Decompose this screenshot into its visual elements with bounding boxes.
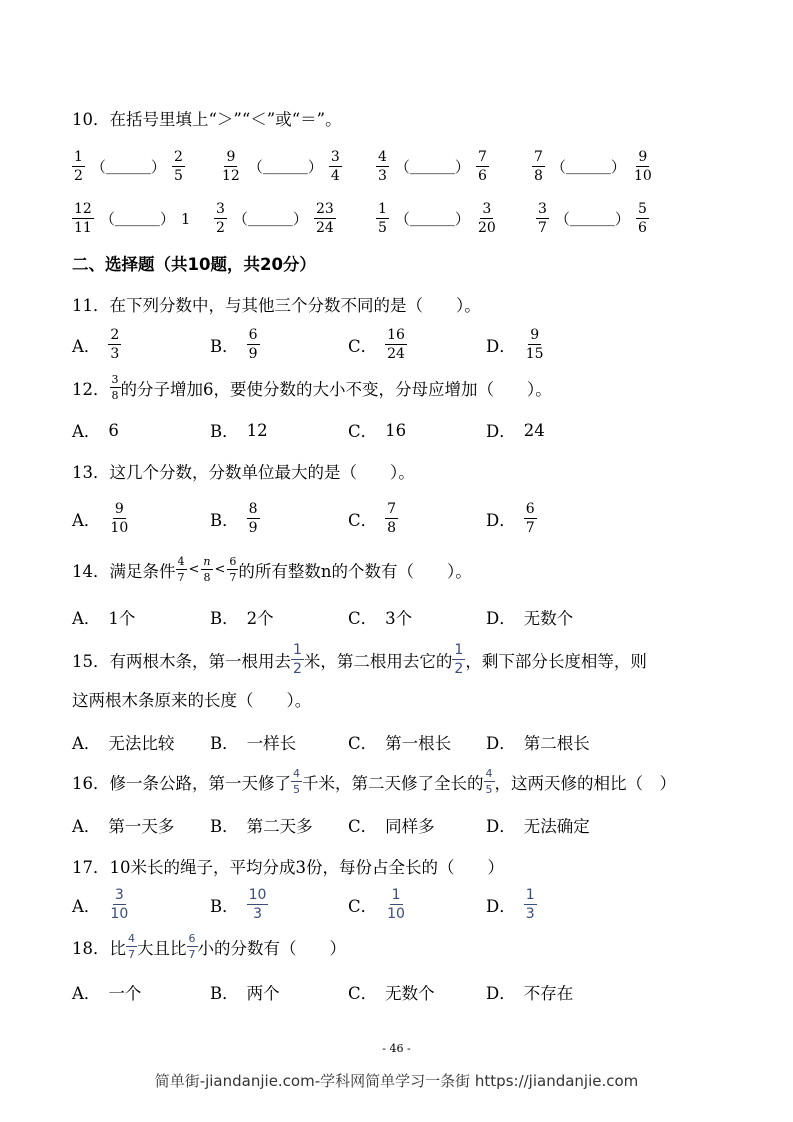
fraction: $\frac{5}{6}$ <box>637 201 647 236</box>
fraction: $\frac{1}{5}$ <box>378 201 387 236</box>
fraction: $\frac{6}{7}$ <box>525 501 535 536</box>
option-d[interactable]: D． $\frac{9}{15}$ <box>486 327 544 362</box>
fraction: $\frac{8}{9}$ <box>248 501 258 536</box>
fraction: $\frac{2}{5}$ <box>173 149 183 184</box>
option-c[interactable]: C． 第一根长 <box>348 734 452 753</box>
fraction: $\frac{3}{2}$ <box>216 201 225 236</box>
option-c[interactable]: C． 无数个 <box>348 984 435 1003</box>
option-c[interactable]: C． 3个 <box>348 609 413 628</box>
option-a[interactable]: A． 无法比较 <box>72 734 175 753</box>
option-c[interactable]: C． 16 <box>348 420 407 441</box>
fraction: $\frac{3}{10}$ <box>110 887 129 922</box>
option-b[interactable]: B． 两个 <box>210 984 280 1003</box>
question-14-stem: 14．满足条件 $\frac{4}{7}$ < $\frac{n}{8}$ < $\frac{6}{7}$ 的所有整数n的个数有（ ）。 <box>72 555 472 584</box>
option-b[interactable]: B． 第二天多 <box>210 817 313 836</box>
comparison-item <box>532 150 654 183</box>
option-b[interactable]: B． 12 <box>210 420 268 441</box>
comparison-item <box>220 150 342 183</box>
option-d[interactable]: D． $\frac{6}{7}$ <box>486 501 535 536</box>
answer-blank[interactable]: （＿＿＿） <box>394 158 470 176</box>
question-10-stem: 10．在括号里填上“＞”“＜”或“＝”。 <box>72 110 342 129</box>
option-a[interactable]: A． $\frac{9}{10}$ <box>72 501 129 536</box>
fraction: $\frac{9}{12}$ <box>222 149 240 184</box>
comparison-item <box>536 202 649 235</box>
option-b[interactable]: B． $\frac{10}{3}$ <box>210 887 267 922</box>
question-15-stem: 15．有两根木条，第一根用去 $\frac{1}{2}$ 米，第二根用去它的 $\frac{1}{2}$ ，剩下部分长度相等，则 <box>72 642 647 677</box>
fraction: $\frac{12}{11}$ <box>74 201 92 236</box>
question-15-stem-line2: 这两根木条原来的长度（ ）。 <box>72 691 312 710</box>
option-d[interactable]: D． 无数个 <box>486 609 574 628</box>
option-d[interactable]: D． 第二根长 <box>486 734 590 753</box>
question-18-stem: 18．比 $\frac{4}{7}$ 大且比 $\frac{6}{7}$ 小的分数有（ ） <box>72 932 346 961</box>
fraction: $\frac{3}{7}$ <box>538 201 547 236</box>
fraction: $\frac{4}{5}$ <box>485 767 493 796</box>
option-b[interactable]: B． $\frac{8}{9}$ <box>210 501 258 536</box>
answer-blank[interactable]: （＿＿＿） <box>90 158 166 176</box>
fraction: $\frac{4}{5}$ <box>293 767 300 796</box>
answer-blank[interactable]: （＿＿＿） <box>232 210 308 228</box>
option-b[interactable]: B． $\frac{6}{9}$ <box>210 327 258 362</box>
comparison-item <box>72 150 185 183</box>
question-13-stem: 13．这几个分数，分数单位最大的是（ ）。 <box>72 463 415 482</box>
fraction: $\frac{1}{2}$ <box>293 642 302 677</box>
comparison-item <box>376 202 498 235</box>
answer-blank[interactable]: （＿＿＿） <box>99 210 175 228</box>
option-c[interactable]: C． $\frac{1}{10}$ <box>348 887 405 922</box>
fraction: $\frac{7}{8}$ <box>534 149 543 184</box>
fraction: $\frac{9}{10}$ <box>633 149 652 184</box>
fraction: $\frac{1}{2}$ <box>74 149 83 184</box>
option-c[interactable]: C． $\frac{16}{24}$ <box>348 327 405 362</box>
fraction: $\frac{6}{7}$ <box>229 555 237 584</box>
fraction: $\frac{16}{24}$ <box>387 327 405 362</box>
fraction: $\frac{3}{4}$ <box>330 149 340 184</box>
fraction: $\frac{4}{3}$ <box>378 149 387 184</box>
option-a[interactable]: A． 6 <box>72 420 119 441</box>
option-d[interactable]: D． 无法确定 <box>486 817 590 836</box>
fraction: $\frac{4}{7}$ <box>177 555 185 584</box>
fraction: $\frac{9}{15}$ <box>525 327 544 362</box>
fraction: $\frac{9}{10}$ <box>110 501 129 536</box>
fraction: $\frac{1}{2}$ <box>454 642 464 677</box>
answer-blank[interactable]: （＿＿＿） <box>554 210 630 228</box>
fraction: $\frac{7}{6}$ <box>477 149 487 184</box>
option-d[interactable]: D． 24 <box>486 420 545 441</box>
option-a[interactable]: A． 一个 <box>72 984 142 1003</box>
fraction: $\frac{7}{8}$ <box>387 501 397 536</box>
question-12-stem: 12． $\frac{3}{8}$ 的分子增加6，要使分数的大小不变，分母应增加（ ）。 <box>72 373 552 402</box>
section-title: 二、选择题（共10题，共20分） <box>72 255 316 274</box>
option-b[interactable]: B． 2个 <box>210 609 274 628</box>
question-17-stem: 17．10米长的绳子，平均分成3份，每份占全长的（ ） <box>72 858 504 877</box>
fraction: $\frac{23}{24}$ <box>315 201 334 236</box>
fraction: $\frac{6}{7}$ <box>188 932 196 961</box>
footer-watermark: 简单街-jiandanjie.com-学科网简单学习一条街 https://jiandanjie.com <box>154 1072 639 1090</box>
comparison-item <box>376 150 489 183</box>
fraction: $\frac{3}{20}$ <box>477 201 496 236</box>
option-a[interactable]: A． 第一天多 <box>72 817 175 836</box>
option-a[interactable]: A． $\frac{3}{10}$ <box>72 887 129 922</box>
answer-blank[interactable]: （＿＿＿） <box>247 158 323 176</box>
option-a[interactable]: A． $\frac{2}{3}$ <box>72 327 120 362</box>
page-number: - 46 - <box>382 1042 411 1055</box>
option-d[interactable]: D． 不存在 <box>486 984 574 1003</box>
fraction: $\frac{2}{3}$ <box>110 327 120 362</box>
answer-blank[interactable]: （＿＿＿） <box>550 158 626 176</box>
fraction: $\frac{n}{8}$ <box>203 555 211 584</box>
option-c[interactable]: C． $\frac{7}{8}$ <box>348 501 397 536</box>
option-a[interactable]: A． 1个 <box>72 609 136 628</box>
comparison-item <box>214 202 336 235</box>
fraction: $\frac{4}{7}$ <box>128 932 135 961</box>
question-11-stem: 11．在下列分数中，与其他三个分数不同的是（ ）。 <box>72 296 481 315</box>
answer-blank[interactable]: （＿＿＿） <box>394 210 470 228</box>
comparison-item: $\frac{12}{11}$ （＿＿＿） 1 <box>74 201 191 236</box>
option-b[interactable]: B． 一样长 <box>210 734 297 753</box>
question-16-stem: 16．修一条公路，第一天修了 $\frac{4}{5}$ 千米，第二天修了全长的 $\frac{4}{5}$ ，这两天修的相比（ ） <box>72 767 676 796</box>
fraction: $\frac{10}{3}$ <box>248 887 267 922</box>
fraction: $\frac{1}{3}$ <box>525 887 535 922</box>
option-c[interactable]: C． 同样多 <box>348 817 435 836</box>
option-d[interactable]: D． $\frac{1}{3}$ <box>486 887 535 922</box>
fraction: $\frac{6}{9}$ <box>248 327 258 362</box>
fraction: $\frac{1}{10}$ <box>387 887 405 922</box>
fraction: $\frac{3}{8}$ <box>111 373 119 402</box>
